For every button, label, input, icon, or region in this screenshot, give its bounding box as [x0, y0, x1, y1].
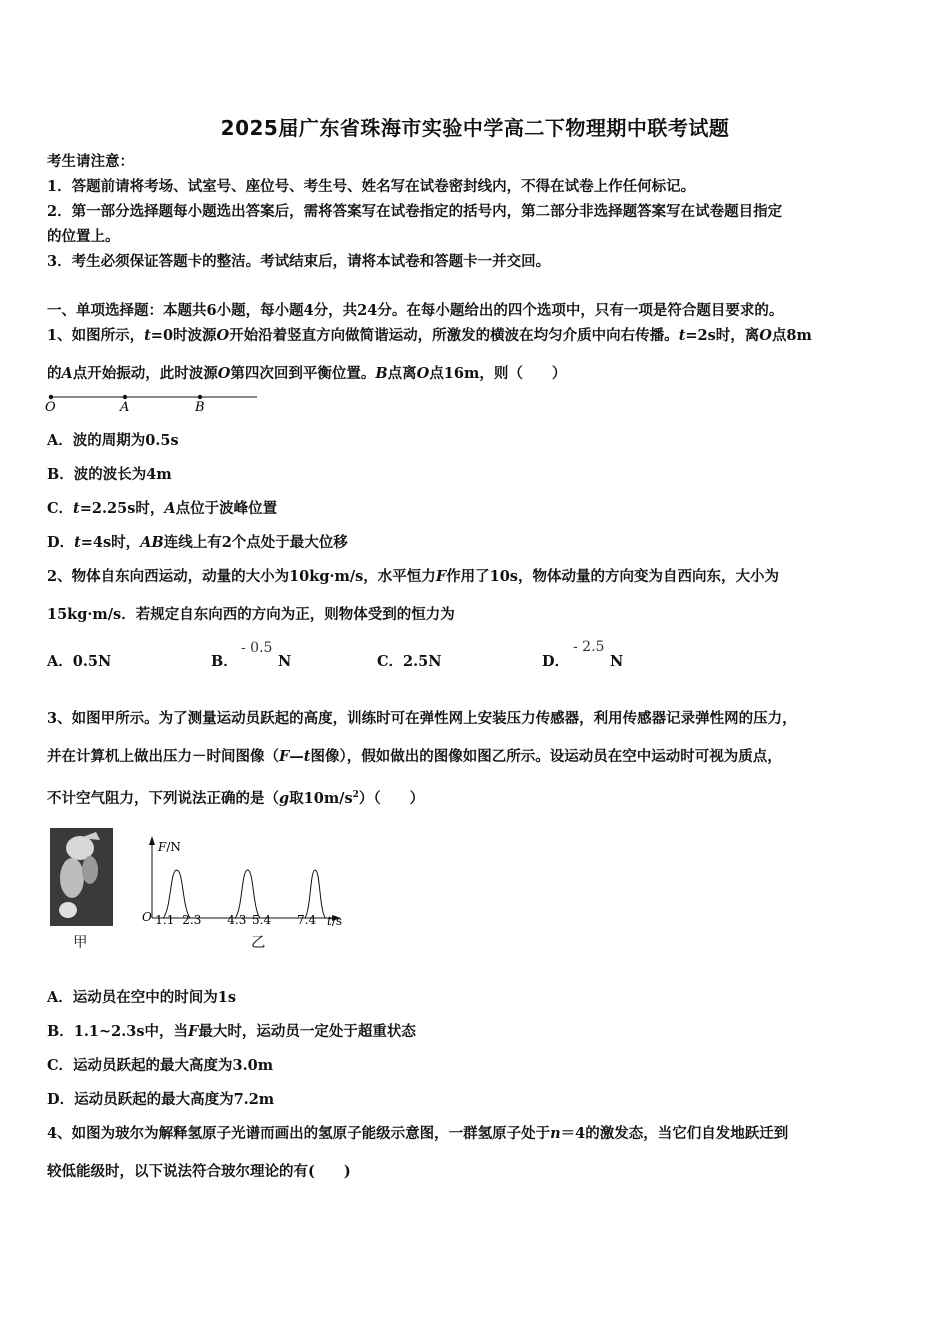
q3-line-1: 3、如图甲所示。为了测量运动员跃起的高度，训练时可在弹性网上安装压力传感器，利用传感器记录弹性网的压力，: [47, 710, 797, 727]
force-pulse-3: [305, 870, 325, 918]
q2-line-2: 15kg·m/s．若规定自东向西的方向为正，则物体受到的恒力为: [47, 606, 455, 623]
q2-option-b: B．: [211, 653, 238, 670]
q3-line-3: 不计空气阻力，下列说法正确的是（g取$10m/s^2$）（ ）: [47, 789, 425, 807]
chart-origin-label: O: [142, 910, 152, 924]
q4-line-2: 较低能级时，以下说法符合玻尔理论的有( ): [47, 1163, 351, 1180]
q2-option-b-value: - 0.5: [241, 640, 273, 656]
q3-option-b: B．1.1~2.3s中，当F最大时，运动员一定处于超重状态: [47, 1023, 416, 1040]
x-tick-label-4: 5.4: [252, 913, 272, 927]
x-tick-label-2: 2.3: [182, 913, 202, 927]
q2-option-a: A．0.5N: [47, 653, 112, 670]
q1-label-o: O: [45, 400, 56, 415]
q2-option-c: C．2.5N: [377, 653, 442, 670]
section-heading: 一、单项选择题：本题共6小题，每小题4分，共24分。在每小题给出的四个选项中，只有一项是符合题目要求的。: [47, 302, 784, 319]
exam-title: 2025届广东省珠海市实验中学高二下物理期中联考试题: [220, 116, 730, 140]
q1-option-a: A．波的周期为0.5s: [47, 432, 179, 449]
x-tick-label-1: 1.1: [155, 913, 175, 927]
q1-wave-line-figure: [42, 390, 262, 416]
q3-figure-yi-label: 乙: [251, 935, 266, 951]
q4-line-1: 4、如图为玻尔为解释氢原子光谱而画出的氢原子能级示意图，一群氢原子处于n＝4的激发态，当它们自发地跃迁到: [47, 1125, 789, 1142]
q3-athlete-photo: [50, 828, 114, 928]
q1-option-b: B．波的波长为4m: [47, 466, 172, 483]
notice-line-2b: 的位置上。: [47, 228, 120, 245]
chart-y-arrow: [149, 836, 155, 845]
q2-option-d-unit: N: [610, 653, 624, 670]
chart-x-label: t/s: [327, 914, 343, 928]
notice-heading: 考生请注意：: [47, 153, 134, 170]
x-tick-label-3: 4.3: [227, 913, 247, 927]
q1-line-2: 的A点开始振动，此时波源O第四次回到平衡位置。B点离O点16m，则（ ）: [47, 365, 567, 382]
q3-option-a: A．运动员在空中的时间为1s: [47, 989, 237, 1006]
q1-option-c: C．t=2.25s时，A点位于波峰位置: [47, 500, 278, 517]
q2-line-1: 2、物体自东向西运动，动量的大小为10kg·m/s，水平恒力F作用了10s，物体动量的方向变为自西向东，大小为: [47, 568, 779, 585]
q2-option-d-value: - 2.5: [573, 639, 605, 655]
notice-line-2a: 2．第一部分选择题每小题选出答案后，需将答案写在试卷指定的括号内，第二部分非选择题答案写在试卷题目指定: [47, 203, 783, 220]
q2-option-d: D．: [542, 653, 570, 670]
notice-line-1: 1．答题前请将考场、试室号、座位号、考生号、姓名写在试卷密封线内，不得在试卷上作任何标记。: [47, 178, 696, 195]
notice-line-3: 3．考生必须保证答题卡的整洁。考试结束后，请将本试卷和答题卡一并交回。: [47, 253, 551, 270]
q3-force-time-chart: [138, 832, 350, 932]
q1-option-d: D．t=4s时，AB连线上有2个点处于最大位移: [47, 534, 348, 551]
q1-label-a: A: [120, 400, 130, 415]
q3-option-c: C．运动员跃起的最大高度为3.0m: [47, 1057, 274, 1074]
x-tick-label-5: 7.4: [297, 913, 317, 927]
force-pulse-1: [163, 870, 190, 918]
q1-point-a: [123, 395, 127, 399]
force-pulse-2: [235, 870, 260, 918]
q3-figure-jia-label: 甲: [73, 935, 88, 951]
q3-option-d: D．运动员跃起的最大高度为7.2m: [47, 1091, 275, 1108]
q2-option-b-unit: N: [278, 653, 292, 670]
chart-y-label: F/N: [158, 840, 181, 854]
q3-line-2: 并在计算机上做出压力－时间图像（F—t图像），假如做出的图像如图乙所示。设运动员在空中运动时可视为质点，: [47, 748, 782, 765]
q1-point-o: [49, 395, 53, 399]
q1-label-b: B: [195, 400, 205, 415]
q1-line-1: 1、如图所示，t=0时波源O开始沿着竖直方向做简谐运动，所激发的横波在均匀介质中向右传播。t=2s时，离O点8m: [47, 327, 812, 344]
q1-point-b: [198, 395, 202, 399]
